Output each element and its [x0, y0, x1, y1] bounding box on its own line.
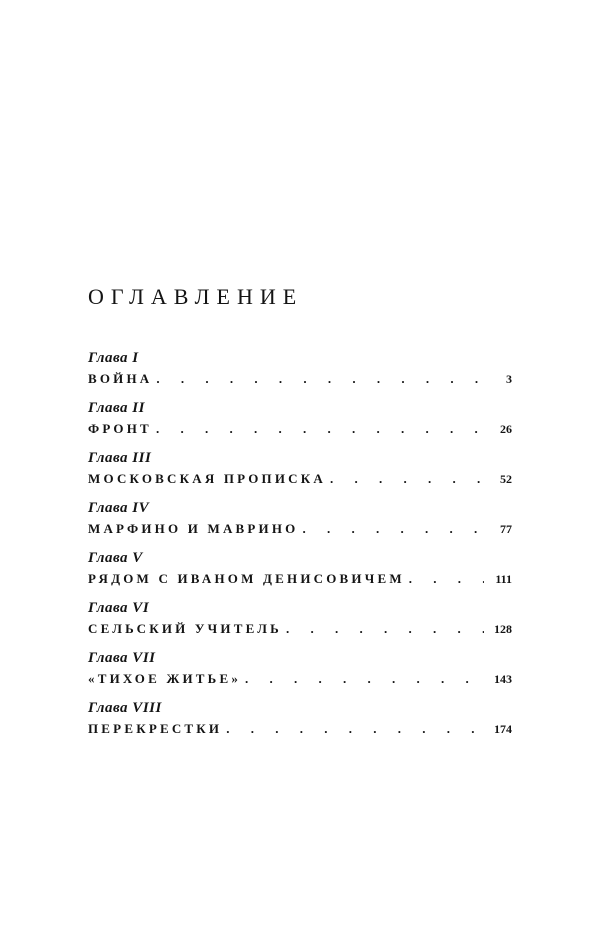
chapter-label: Глава VI: [88, 600, 150, 616]
dot-leader: [330, 471, 484, 487]
table-of-contents: [88, 350, 512, 750]
toc-line: [88, 721, 512, 737]
chapter-label: Глава I: [88, 350, 139, 366]
toc-line: [88, 571, 512, 587]
page-number: 128: [494, 622, 512, 636]
dot-leader: [286, 621, 484, 637]
toc-entry[interactable]: [88, 450, 512, 500]
dot-leader: [409, 571, 484, 587]
page-number: 174: [494, 722, 512, 736]
chapter-title: МАРФИНО И МАВРИНО: [88, 521, 299, 536]
page-number: 77: [500, 522, 512, 536]
chapter-label: Глава V: [88, 550, 143, 566]
page-number: 26: [500, 422, 512, 436]
chapter-label: Глава III: [88, 450, 152, 466]
toc-line: [88, 621, 512, 637]
toc-entry[interactable]: [88, 700, 512, 750]
toc-line: [88, 421, 512, 437]
chapter-title: СЕЛЬСКИЙ УЧИТЕЛЬ: [88, 621, 282, 636]
toc-entry[interactable]: [88, 400, 512, 450]
toc-entry[interactable]: [88, 650, 512, 700]
chapter-title: ПЕРЕКРЕСТКИ: [88, 721, 223, 736]
chapter-label: Глава II: [88, 400, 145, 416]
chapter-label: Глава IV: [88, 500, 150, 516]
chapter-label: Глава VII: [88, 650, 156, 666]
dot-leader: [156, 421, 484, 437]
toc-entry[interactable]: [88, 600, 512, 650]
page-number: 143: [494, 672, 512, 686]
toc-entry[interactable]: [88, 550, 512, 600]
chapter-title: МОСКОВСКАЯ ПРОПИСКА: [88, 471, 326, 486]
chapter-label: Глава VIII: [88, 700, 162, 716]
page-number: 111: [495, 572, 512, 586]
page-title: ОГЛАВЛЕНИЕ: [88, 284, 304, 309]
dot-leader: [245, 671, 484, 687]
toc-line: [88, 521, 512, 537]
page-number: 52: [500, 472, 512, 486]
dot-leader: [303, 521, 485, 537]
chapter-title: «ТИХОЕ ЖИТЬЕ»: [88, 671, 242, 686]
toc-entry[interactable]: [88, 500, 512, 550]
page-number: 3: [506, 372, 512, 386]
dot-leader: [156, 371, 484, 387]
dot-leader: [226, 721, 484, 737]
toc-line: [88, 471, 512, 487]
chapter-title: РЯДОМ С ИВАНОМ ДЕНИСОВИЧЕМ: [88, 571, 405, 586]
toc-line: [88, 371, 512, 387]
toc-line: [88, 671, 512, 687]
toc-entry[interactable]: [88, 350, 512, 400]
chapter-title: ФРОНТ: [88, 421, 152, 436]
chapter-title: ВОЙНА: [88, 371, 153, 386]
